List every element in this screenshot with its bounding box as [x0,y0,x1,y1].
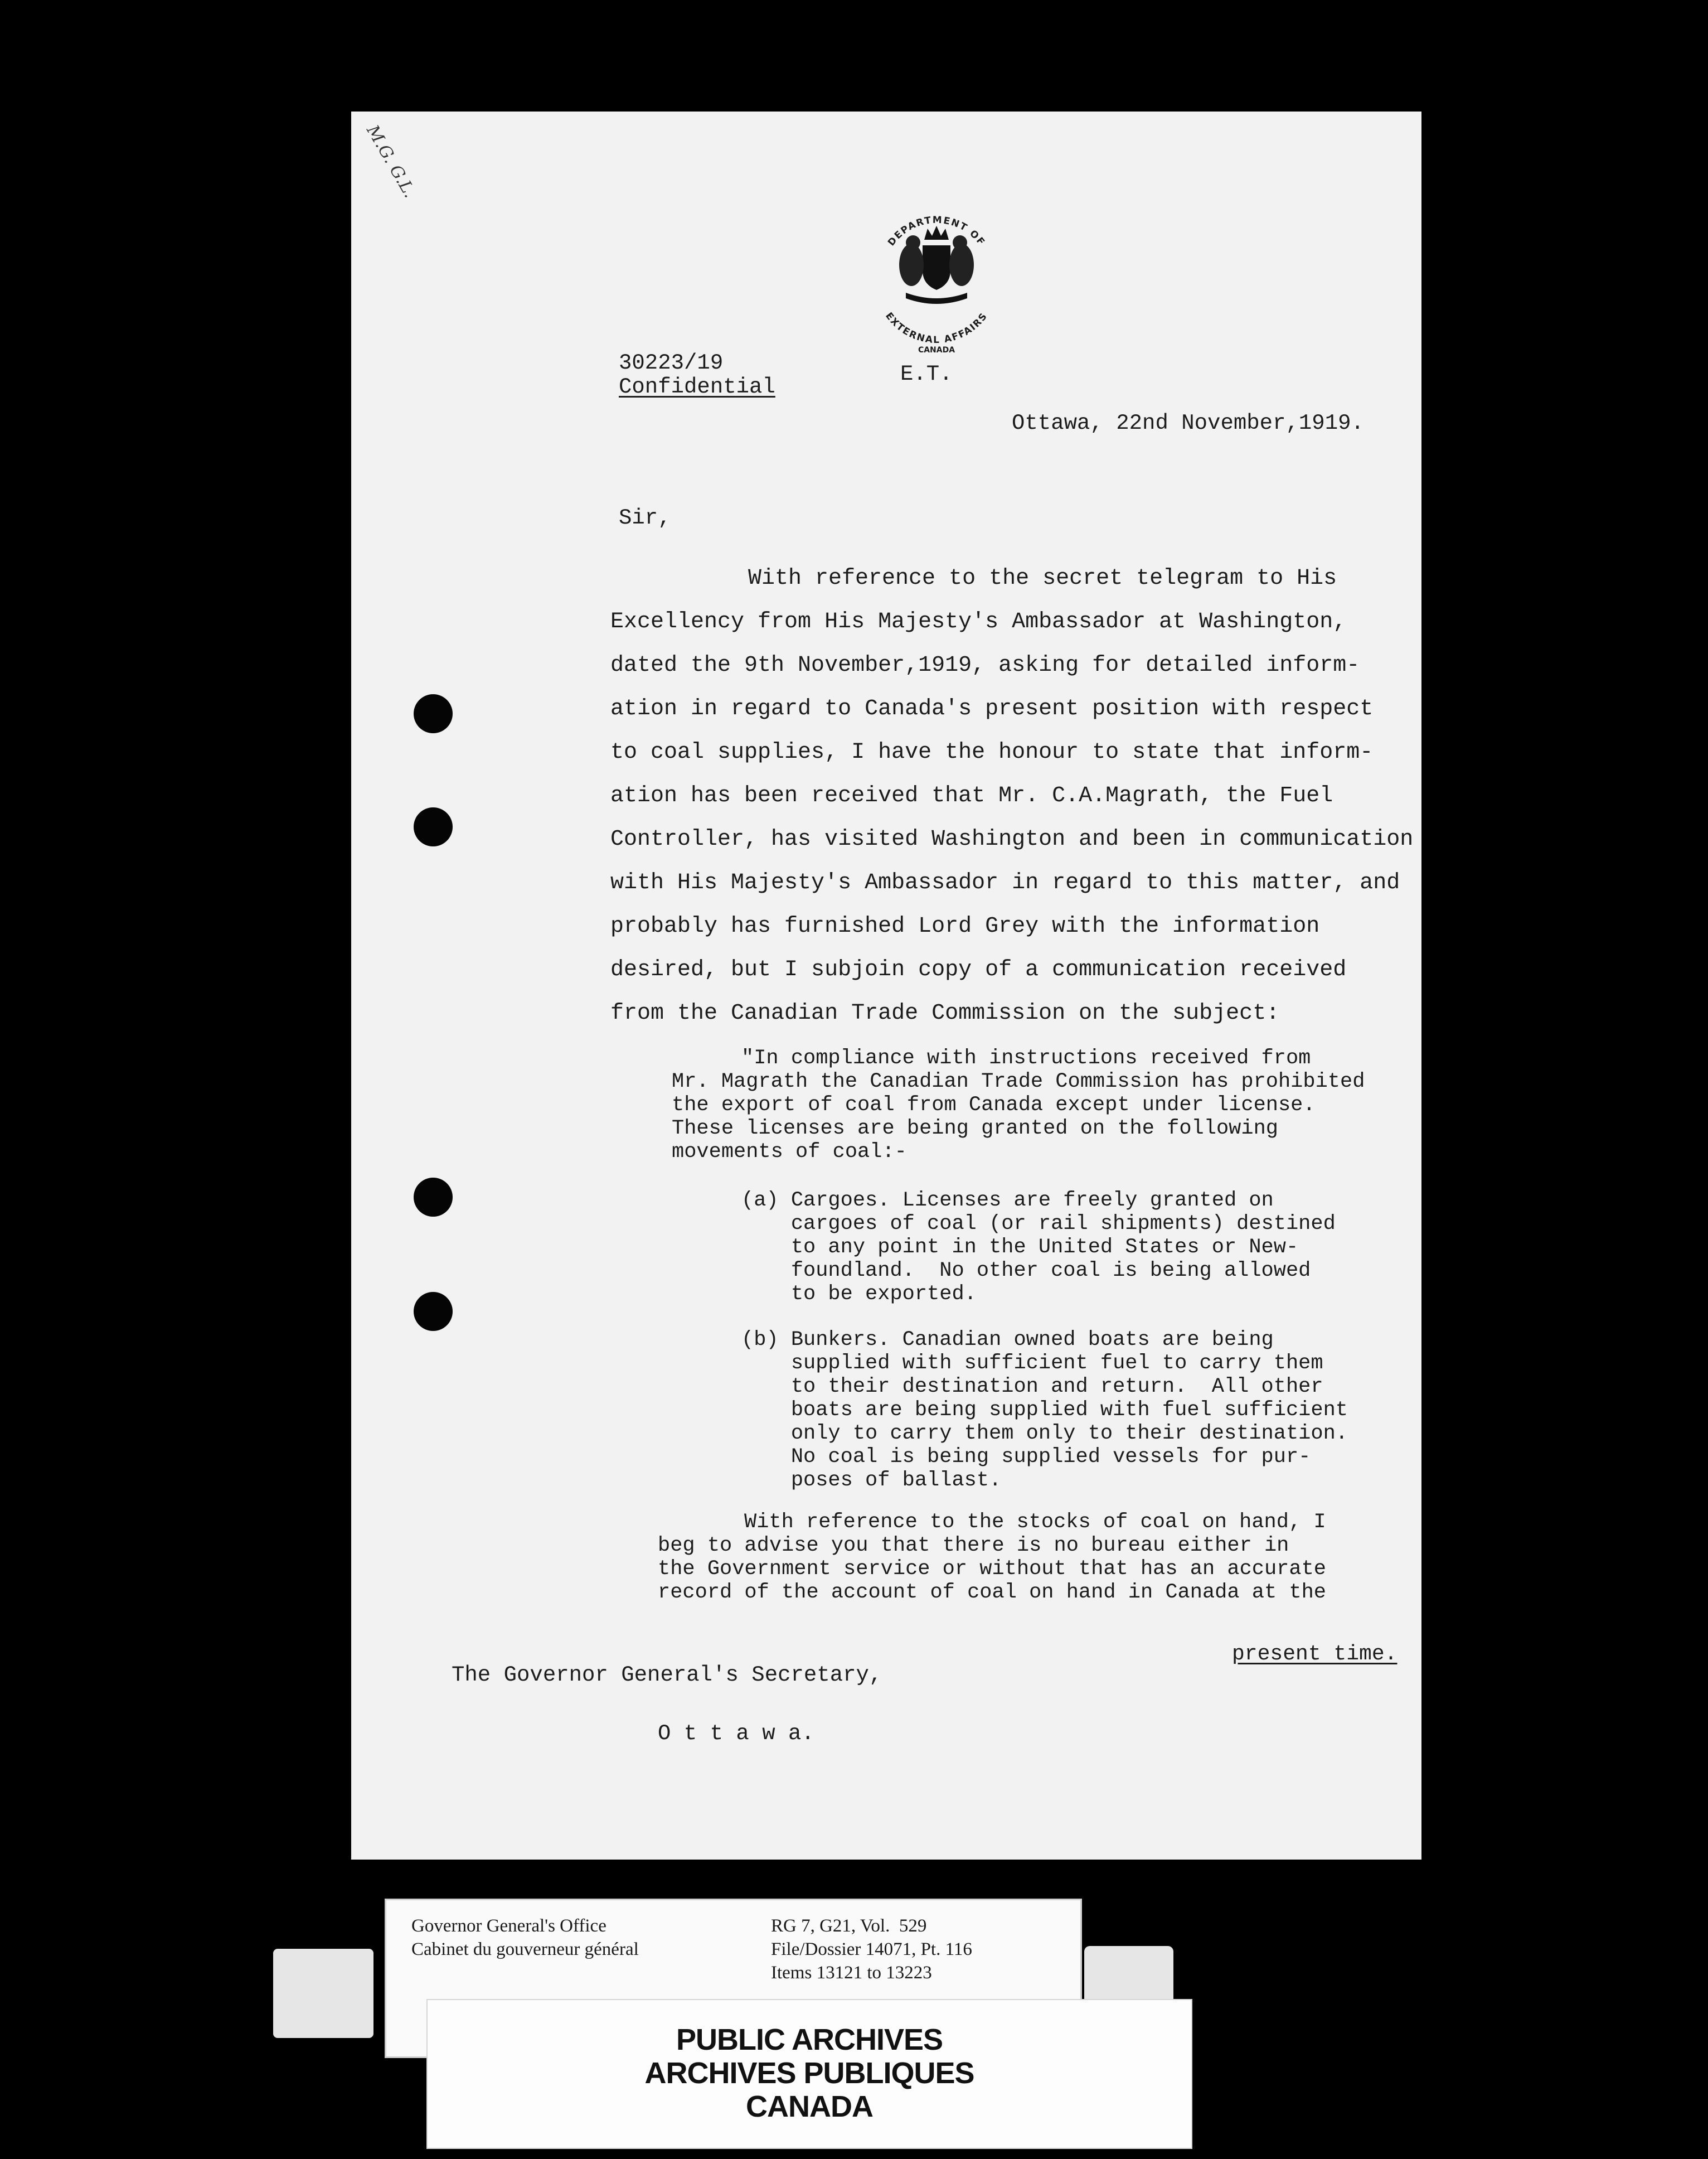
addressee: The Governor General's Secretary, [452,1663,882,1687]
record-group: RG 7, G21, Vol. 529 [771,1916,927,1936]
item-b-line: (b) Bunkers. Canadian owned boats are being [741,1328,1274,1352]
item-a-line: cargoes of coal (or rail shipments) destined [741,1212,1336,1236]
archives-title-fr: ARCHIVES PUBLIQUES [644,2056,974,2090]
body-line: probably has furnished Lord Grey with the information [610,914,1320,939]
item-b-line: No coal is being supplied vessels for pur- [741,1445,1311,1469]
stocks-line: the Government service or without that has an accurate [658,1557,1326,1581]
file-number: 30223/19 [619,351,724,375]
item-a-line: to any point in the United States or New- [741,1236,1299,1259]
salutation: Sir, [619,506,671,530]
punch-hole [414,694,453,733]
stocks-line: record of the account of coal on hand in Canada at the [658,1581,1326,1604]
item-b-line: only to carry them only to their destination. [741,1422,1348,1445]
svg-text:EXTERNAL AFFAIRS: EXTERNAL AFFAIRS [883,310,990,346]
addressee-city: O t t a w a. [658,1721,814,1746]
body-line: dated the 9th November,1919, asking for detailed inform- [610,653,1360,678]
stocks-line: With reference to the stocks of coal on hand, I [744,1511,1326,1534]
punch-hole [414,807,453,846]
svg-text:DEPARTMENT OF: DEPARTMENT OF [886,214,988,249]
office-name-fr: Cabinet du gouverneur général [411,1939,639,1959]
body-line: with His Majesty's Ambassador in regard to this matter, and [610,870,1400,895]
item-range: Items 13121 to 13223 [771,1963,932,1983]
item-b-line: boats are being supplied with fuel sufficient [741,1398,1348,1422]
quote-line: movements of coal:- [672,1140,907,1164]
archives-title-en: PUBLIC ARCHIVES [676,2023,943,2056]
body-line: from the Canadian Trade Commission on the subject: [610,1001,1280,1026]
office-name-en: Governor General's Office [411,1916,606,1936]
body-line: Excellency from His Majesty's Ambassador at Washington, [610,609,1347,635]
body-line: Controller, has visited Washington and been in communication [610,827,1414,852]
classification: Confidential [619,375,775,399]
quote-line: Mr. Magrath the Canadian Trade Commission has prohibited [672,1070,1365,1093]
label-backing-tab-left [273,1949,373,2038]
body-line: ation in regard to Canada's present position with respect [610,696,1374,722]
archives-country: CANADA [746,2090,873,2123]
item-b-line: to their destination and return. All other [741,1375,1323,1398]
item-a-line: foundland. No other coal is being allowed [741,1259,1311,1282]
continuation-catchword: present time. [1232,1642,1398,1666]
quote-line: "In compliance with instructions received from [741,1047,1311,1070]
body-line: ation has been received that Mr. C.A.Magrath, the Fuel [610,783,1333,809]
department-crest-seal [853,187,1020,354]
body-line: desired, but I subjoin copy of a communication received [610,957,1347,982]
item-a-line: (a) Cargoes. Licenses are freely granted on [741,1189,1274,1212]
margin-annotation: M.G. G.L. [362,122,420,201]
svg-text:CANADA: CANADA [918,346,955,354]
quote-line: the export of coal from Canada except under license. [672,1093,1316,1117]
stocks-line: beg to advise you that there is no bureau either in [658,1534,1289,1557]
item-a-line: to be exported. [741,1282,977,1306]
public-archives-label [426,1999,1192,2149]
file-dossier: File/Dossier 14071, Pt. 116 [771,1939,972,1959]
punch-hole [414,1178,453,1217]
punch-hole [414,1292,453,1331]
typist-initials: E.T. [900,362,953,386]
place-date: Ottawa, 22nd November,1919. [1012,411,1364,435]
item-b-line: poses of ballast. [741,1469,1002,1492]
letter-page [351,112,1421,1860]
quote-line: These licenses are being granted on the following [672,1117,1278,1140]
body-line: With reference to the secret telegram to His [748,566,1337,591]
item-b-line: supplied with sufficient fuel to carry them [741,1352,1323,1375]
body-line: to coal supplies, I have the honour to state that inform- [610,740,1374,765]
